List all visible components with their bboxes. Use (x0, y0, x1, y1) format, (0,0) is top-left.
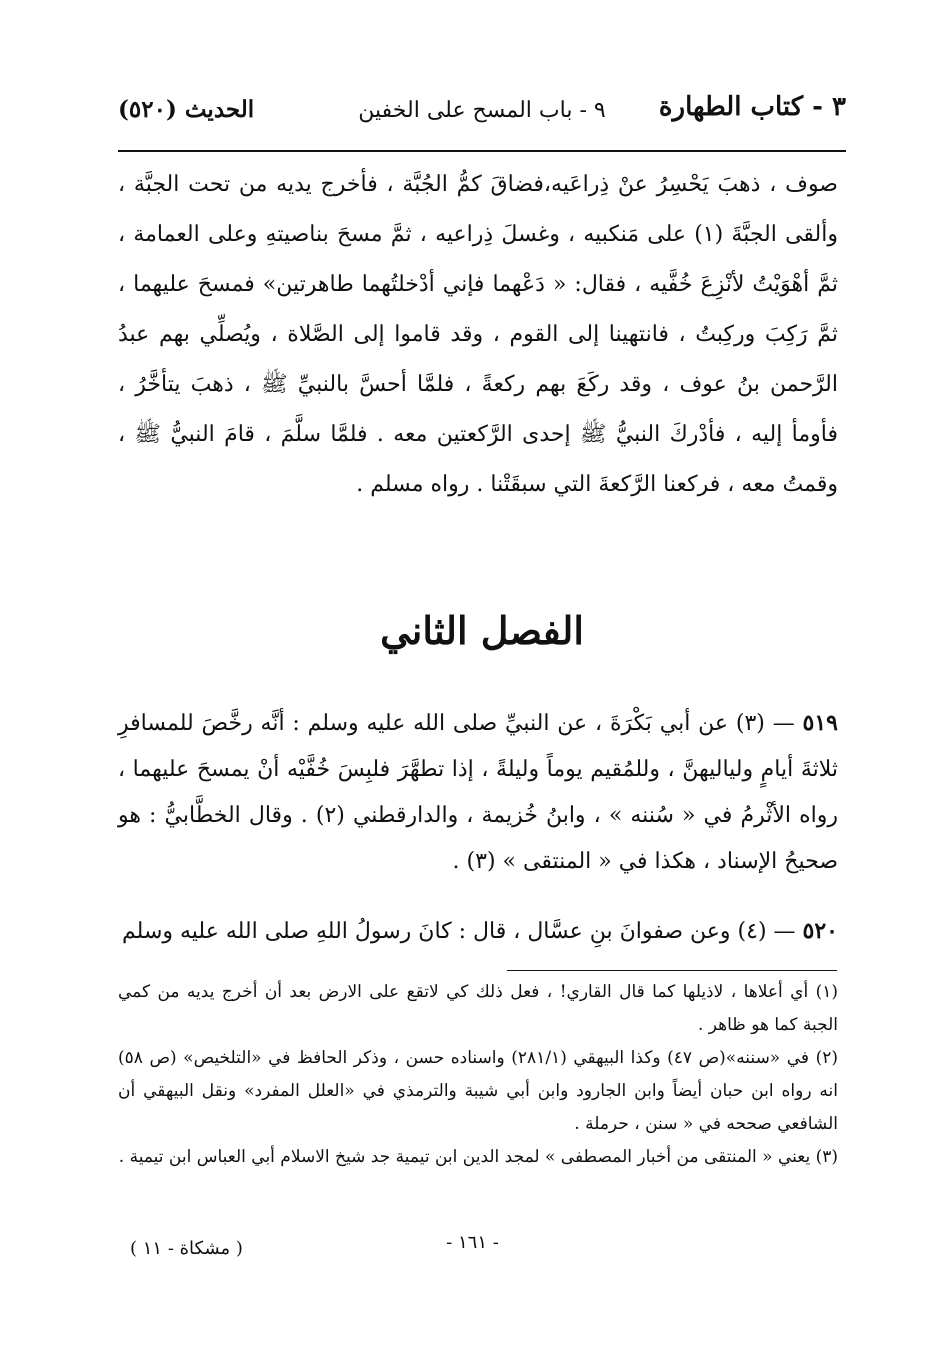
hadith-number: ٥٢٠ (802, 918, 838, 944)
header-divider (118, 150, 846, 152)
chapter-title: ٩ - باب المسح على الخفين (358, 98, 606, 123)
hadith-text: — (٣) عن أبي بَكْرَةَ ، عن النبيِّ صلى الله عليه وسلم : أنَّه رخَّصَ للمسافرِ ثلاثةَ أيامٍ ولياليهنَّ ، وللمُقيم يوماً وليلةً ، إذا تطهَّرَ فلبِسَ خُفَّيْه أنْ يمسحَ عليهما ، رواه الأثْرمُ في « سُننه » ، وابنُ خُزيمة ، والدارقطني (٢) . وقال الخطَّابيُّ : هو صحيحُ الإسناد ، هكذا في « المنتقى » (٣) . (118, 711, 838, 874)
page-number: - ١٦١ - (446, 1232, 499, 1253)
hadith-520 (118, 908, 838, 955)
continued-hadith-text: صوف ، ذهبَ يَحْسِرُ عنْ ذِراعَيه،فضاقَ كمُّ الجُبَّة ، فأخرج يديه من تحت الجبَّة ، وألقى الجبَّةَ (١) على مَنكبيه ، وغسلَ ذِراعيه ، ثمَّ مسحَ بناصيتهِ وعلى العمامة ، ثمَّ أهْوَيْتُ لأنْزِعَ خُفَّيه ، فقال: « دَعْهما فإني أدْخلتُهما طاهرتين» فمسحَ عليهما ، ثمَّ رَكِبَ وركِبتُ ، فانتهينا إلى القوم ، وقد قاموا إلى الصَّلاة ، ويُصلِّي بهم عبدُ الرَّحمن بنُ عوف ، وقد ركَعَ بهم ركعةً ، فلمَّا أحسَّ بالنبيِّ ﷺ ، ذهبَ يتأخَّرُ ، فأومأ إليه ، فأدْركَ النبيُّ ﷺ إحدى الرَّكعتين معه . فلمَّا سلَّمَ ، قامَ النبيُّ ﷺ ، وقمتُ معه ، فركعنا الرَّكعةَ التي سبقَتْنا . رواه مسلم . (118, 172, 838, 497)
hadith-reference: الحديث (٥٢٠) (118, 96, 255, 123)
footnote-3: (٣) يعني « المنتقى من أخبار المصطفى » لمجد الدين ابن تيمية جد شيخ الاسلام أبي العباس ابن تيمية . (118, 1147, 838, 1167)
hadith-number: ٥١٩ (802, 710, 838, 736)
section-heading: الفصل الثاني (380, 608, 584, 653)
signature-mark: ( مشكاة - ١١ ) (130, 1238, 243, 1259)
footnotes (118, 976, 838, 1174)
footnote-divider (507, 970, 837, 971)
footnote-2: (٢) في «سننه»(ص ٤٧) وكذا البيهقي (٢٨١/١) واسناده حسن ، وذكر الحافظ في «التلخيص» (ص ٥٨) انه رواه ابن حبان أيضاً وابن الجارود وابن أبي شيبة والترمذي في «العلل المفرد» ونقل البيهقي أن الشافعي صححه في « سنن ، حرملة . (118, 1048, 838, 1134)
hadith-519 (118, 700, 838, 885)
book-title: ٣ - كتاب الطهارة (658, 92, 846, 122)
running-header (118, 88, 846, 148)
footnote-1: (١) أي أعلاها ، لاذيلها كما قال القاري! ، فعل ذلك كي لاتقع على الارض بعد أن أخرج يديه من كمي الجبة كما هو ظاهر . (118, 982, 838, 1035)
hadith-text: — (٤) وعن صفوانَ بنِ عسَّال ، قال : كانَ رسولُ اللهِ صلى الله عليه وسلم (122, 919, 796, 944)
